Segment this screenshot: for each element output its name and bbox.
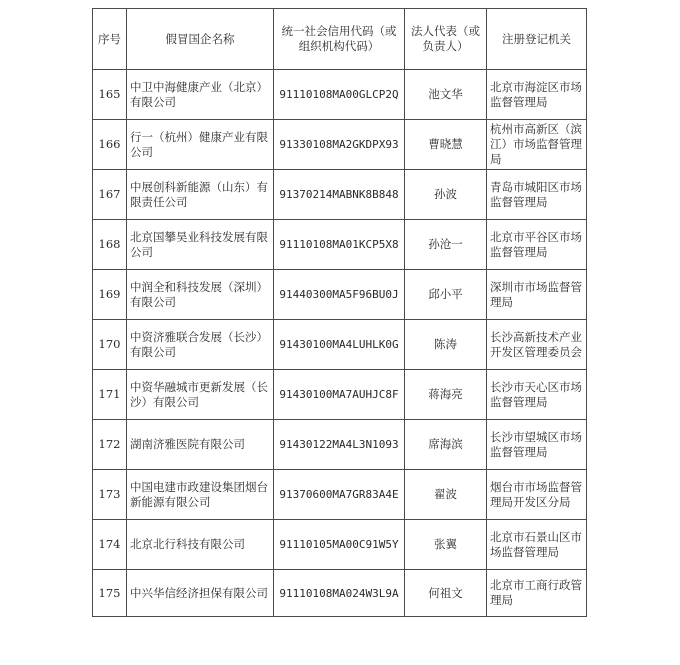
cell-legal-rep: 翟波 bbox=[405, 470, 487, 520]
cell-index: 171 bbox=[93, 370, 127, 420]
cell-company: 中展创科新能源（山东）有限责任公司 bbox=[127, 170, 274, 220]
cell-legal-rep: 曹晓慧 bbox=[405, 120, 487, 170]
table-row bbox=[93, 520, 587, 570]
cell-legal-rep: 蒋海亮 bbox=[405, 370, 487, 420]
cell-company: 北京北行科技有限公司 bbox=[127, 520, 274, 570]
cell-authority: 北京市海淀区市场监督管理局 bbox=[487, 70, 587, 120]
cell-company: 中卫中海健康产业（北京）有限公司 bbox=[127, 70, 274, 120]
cell-authority: 长沙高新技术产业开发区管理委员会 bbox=[487, 320, 587, 370]
table-row bbox=[93, 70, 587, 120]
cell-index: 166 bbox=[93, 120, 127, 170]
cell-authority: 北京市石景山区市场监督管理局 bbox=[487, 520, 587, 570]
cell-authority: 北京市工商行政管理局 bbox=[487, 570, 587, 617]
cell-legal-rep: 池文华 bbox=[405, 70, 487, 120]
cell-credit-code: 91430100MA4LUHLK0G bbox=[274, 320, 405, 370]
fake-soe-table bbox=[92, 8, 587, 617]
cell-authority: 长沙市望城区市场监督管理局 bbox=[487, 420, 587, 470]
table-row bbox=[93, 220, 587, 270]
cell-index: 165 bbox=[93, 70, 127, 120]
cell-legal-rep: 席海滨 bbox=[405, 420, 487, 470]
cell-authority: 杭州市高新区（滨江）市场监督管理局 bbox=[487, 120, 587, 170]
cell-index: 174 bbox=[93, 520, 127, 570]
cell-index: 167 bbox=[93, 170, 127, 220]
cell-authority: 深圳市市场监督管理局 bbox=[487, 270, 587, 320]
cell-legal-rep: 何祖文 bbox=[405, 570, 487, 617]
cell-legal-rep: 孙沧一 bbox=[405, 220, 487, 270]
cell-credit-code: 91430100MA7AUHJC8F bbox=[274, 370, 405, 420]
cell-credit-code: 91330108MA2GKDPX93 bbox=[274, 120, 405, 170]
table-row bbox=[93, 270, 587, 320]
header-company: 假冒国企名称 bbox=[127, 9, 274, 70]
cell-credit-code: 91430122MA4L3N1093 bbox=[274, 420, 405, 470]
table-row bbox=[93, 370, 587, 420]
cell-credit-code: 91440300MA5F96BU0J bbox=[274, 270, 405, 320]
cell-legal-rep: 张翼 bbox=[405, 520, 487, 570]
cell-company: 中资济雅联合发展（长沙）有限公司 bbox=[127, 320, 274, 370]
cell-company: 湖南济雅医院有限公司 bbox=[127, 420, 274, 470]
cell-index: 168 bbox=[93, 220, 127, 270]
cell-credit-code: 91110108MA024W3L9A bbox=[274, 570, 405, 617]
cell-credit-code: 91110108MA01KCP5X8 bbox=[274, 220, 405, 270]
table-header-row bbox=[93, 9, 587, 70]
cell-company: 北京国攀昊业科技发展有限公司 bbox=[127, 220, 274, 270]
cell-authority: 北京市平谷区市场监督管理局 bbox=[487, 220, 587, 270]
table-row bbox=[93, 470, 587, 520]
table-row bbox=[93, 570, 587, 617]
cell-legal-rep: 孙波 bbox=[405, 170, 487, 220]
table-row bbox=[93, 420, 587, 470]
header-credit-code: 统一社会信用代码（或组织机构代码） bbox=[274, 9, 405, 70]
table-row bbox=[93, 120, 587, 170]
cell-credit-code: 91370214MABNK8B848 bbox=[274, 170, 405, 220]
cell-index: 169 bbox=[93, 270, 127, 320]
table-row bbox=[93, 320, 587, 370]
table-row bbox=[93, 170, 587, 220]
cell-credit-code: 91110108MA00GLCP2Q bbox=[274, 70, 405, 120]
cell-legal-rep: 陈涛 bbox=[405, 320, 487, 370]
cell-index: 172 bbox=[93, 420, 127, 470]
header-legal-rep: 法人代表（或负责人） bbox=[405, 9, 487, 70]
cell-authority: 长沙市天心区市场监督管理局 bbox=[487, 370, 587, 420]
cell-company: 中国电建市政建设集团烟台新能源有限公司 bbox=[127, 470, 274, 520]
header-authority: 注册登记机关 bbox=[487, 9, 587, 70]
cell-index: 175 bbox=[93, 570, 127, 617]
cell-company: 中润全和科技发展（深圳）有限公司 bbox=[127, 270, 274, 320]
cell-authority: 青岛市城阳区市场监督管理局 bbox=[487, 170, 587, 220]
cell-authority: 烟台市市场监督管理局开发区分局 bbox=[487, 470, 587, 520]
cell-credit-code: 91370600MA7GR83A4E bbox=[274, 470, 405, 520]
cell-company: 行一（杭州）健康产业有限公司 bbox=[127, 120, 274, 170]
cell-legal-rep: 邱小平 bbox=[405, 270, 487, 320]
cell-company: 中资华融城市更新发展（长沙）有限公司 bbox=[127, 370, 274, 420]
header-index: 序号 bbox=[93, 9, 127, 70]
cell-index: 173 bbox=[93, 470, 127, 520]
cell-company: 中兴华信经济担保有限公司 bbox=[127, 570, 274, 617]
cell-index: 170 bbox=[93, 320, 127, 370]
cell-credit-code: 91110105MA00C91W5Y bbox=[274, 520, 405, 570]
